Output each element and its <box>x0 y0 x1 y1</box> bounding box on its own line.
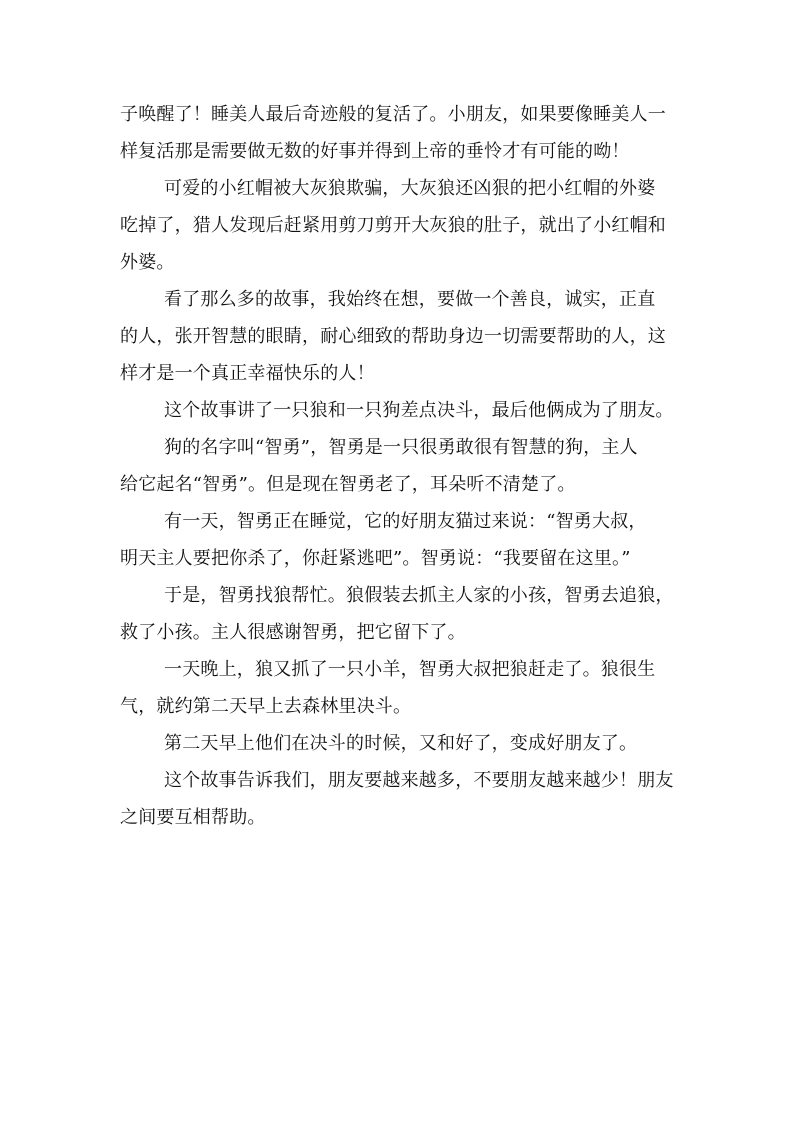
text-line: 样复活那是需要做无数的好事并得到上帝的垂怜才有可能的呦！ <box>120 141 630 162</box>
document-page <box>120 96 676 836</box>
text-line: 给它起名“智勇”。但是现在智勇老了，耳朵听不清楚了。 <box>120 474 576 495</box>
text-line: 子唤醒了！睡美人最后奇迹般的复活了。小朋友，如果要像睡美人一 <box>120 104 666 125</box>
paragraph-start-line: 狗的名字叫“智勇”，智勇是一只很勇敢很有智慧的狗，主人 <box>164 437 638 458</box>
text-line: 的人，张开智慧的眼睛，耐心细致的帮助身边一切需要帮助的人，这 <box>120 326 666 347</box>
paragraph-start-line: 可爱的小红帽被大灰狼欺骗，大灰狼还凶狠的把小红帽的外婆 <box>164 178 656 199</box>
paragraph-start-line: 一天晚上，狼又抓了一只小羊，智勇大叔把狼赶走了。狼很生 <box>164 659 656 680</box>
text-line: 救了小孩。主人很感谢智勇，把它留下了。 <box>120 622 466 643</box>
text-line: 明天主人要把你杀了，你赶紧逃吧”。智勇说：“我要留在这里。” <box>120 548 631 569</box>
paragraph-start-line: 这个故事讲了一只狼和一只狗差点决斗，最后他俩成为了朋友。 <box>164 400 674 421</box>
text-line: 气，就约第二天早上去森林里决斗。 <box>120 696 412 717</box>
paragraph-start-line: 第二天早上他们在决斗的时候，又和好了，变成好朋友了。 <box>164 733 638 754</box>
paragraph-start-line: 有一天，智勇正在睡觉，它的好朋友猫过来说：“智勇大叔， <box>164 511 647 532</box>
text-line: 样才是一个真正幸福快乐的人！ <box>120 363 375 384</box>
text-line: 外婆。 <box>120 252 175 273</box>
paragraph-start-line: 于是，智勇找狼帮忙。狼假装去抓主人家的小孩，智勇去追狼， <box>164 585 674 606</box>
paragraph-start-line: 这个故事告诉我们，朋友要越来越多，不要朋友越来越少！朋友 <box>164 770 674 791</box>
text-line: 吃掉了，猎人发现后赶紧用剪刀剪开大灰狼的肚子，就出了小红帽和 <box>120 215 666 236</box>
text-line: 之间要互相帮助。 <box>120 807 266 828</box>
paragraph-start-line: 看了那么多的故事，我始终在想，要做一个善良，诚实，正直 <box>164 289 656 310</box>
